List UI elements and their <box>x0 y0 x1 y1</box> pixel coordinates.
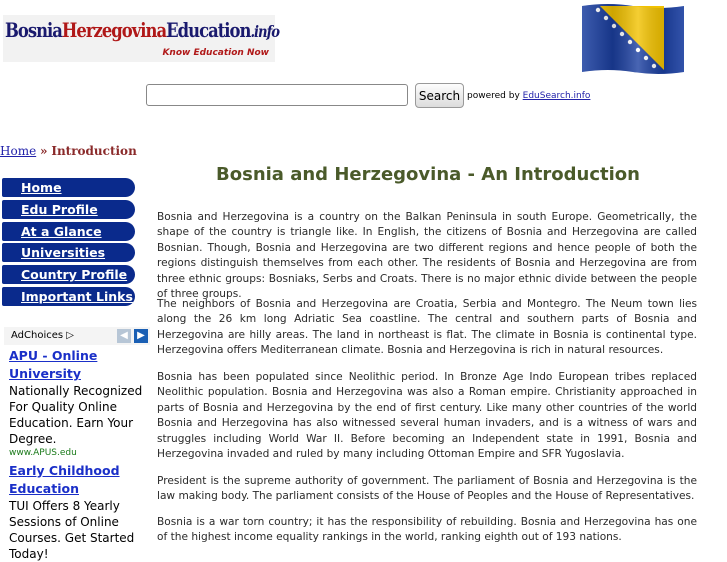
ad-text: TUI Offers 8 Yearly Sessions of Online Courses. Get Started Today! <box>9 499 135 561</box>
site-logo[interactable] <box>3 15 280 62</box>
breadcrumb <box>0 144 137 158</box>
ad-item <box>4 462 150 562</box>
adchoices-link[interactable] <box>11 330 74 341</box>
paragraph: Bosnia and Herzegovina is a country on the Balkan Peninsula in south Europe. Geometrically, the shape of the country is triangle like. In English, the citizens of Bosnia and Herzegovina are called Bosnian. Though, Bosnia and Herzegovina are two different regions and hence people of both the regions distinguish themselves from each other. The residents of Bosnia and Herzegovina are from three ethnic groups: Bosniaks, Serbs and Croats. There is no major ethnic divide between the people of three groups. <box>157 211 697 301</box>
ad-title-link[interactable]: Early Childhood Education <box>9 463 120 496</box>
breadcrumb-separator: » <box>40 144 48 158</box>
ad-block <box>4 327 150 561</box>
paragraph: Bosnia has been populated since Neolithic period. In Bronze Age Indo European tribes replaced Neolithic population. Bosnia and Herzegovina was also a Roman empire. Christianity approached in parts of Bosnia and Herzegovina by the end of first century. Like many other countries of the world Bosnia and Herzegovina has also witnessed several human invaders, and is a witness of wars and struggles including World War II. Before becoming an Independent state in 1991, Bosnia and Herzegovina invaded and ruled by many including Ottoman Empire and SFR Yugoslavia. <box>157 371 697 461</box>
nav-item-at-a-glance[interactable]: At a Glance <box>2 222 135 241</box>
ad-next-icon[interactable]: ▶ <box>134 329 148 343</box>
powered-by-label: powered by <box>467 91 520 101</box>
paragraph: President is the supreme authority of government. The parliament of Bosnia and Herzegovina is the law making body. The parliament consists of the House of Peoples and the House of Representatives. <box>157 475 697 503</box>
search-button[interactable]: Search <box>415 83 464 108</box>
search-input[interactable] <box>146 84 408 106</box>
ad-url[interactable]: www.APUS.edu <box>9 448 77 458</box>
logo-wordmark <box>5 18 279 42</box>
nav-item-universities[interactable]: Universities <box>2 243 135 262</box>
sidebar-nav <box>2 178 135 309</box>
ad-header <box>4 327 150 345</box>
logo-part-info: .info <box>250 22 280 41</box>
logo-tagline: Know Education Now <box>162 48 269 58</box>
breadcrumb-home-link[interactable]: Home <box>0 144 37 158</box>
nav-item-edu-profile[interactable]: Edu Profile <box>2 200 135 219</box>
ad-text: Nationally Recognized For Quality Online Education. Earn Your Degree. <box>9 384 143 446</box>
edusearch-link[interactable]: EduSearch.info <box>522 91 591 101</box>
logo-part-education: Education <box>166 18 251 42</box>
breadcrumb-current: Introduction <box>51 144 137 158</box>
adchoices-icon: ▷ <box>66 330 74 341</box>
adchoices-label: AdChoices <box>11 330 64 341</box>
bosnia-flag-icon <box>578 2 688 76</box>
main-content <box>157 163 697 544</box>
logo-part-bosnia: Bosnia <box>5 18 62 42</box>
ad-title-link[interactable]: APU - Online University <box>9 348 98 381</box>
powered-by <box>467 91 590 101</box>
ad-item <box>4 347 150 460</box>
nav-item-home[interactable]: Home <box>2 178 135 197</box>
logo-part-herzegovina: Herzegovina <box>61 18 167 42</box>
paragraph: The neighbors of Bosnia and Herzegovina are Croatia, Serbia and Montegro. The Neum town lies along the 26 km long Adriatic Sea coastline. The central and southern parts of Bosnia and Herzegovina are hilly areas. The land in northeast is flat. The climate in Bosnia is continental type. Herzegovina offers Mediterranean climate. Bosnia and Herzegovina is rich in natural resources. <box>157 298 697 357</box>
page-title: Bosnia and Herzegovina - An Introduction <box>216 164 640 185</box>
ad-prev-icon[interactable]: ◀ <box>117 329 131 343</box>
paragraph: Bosnia is a war torn country; it has the responsibility of rebuilding. Bosnia and Herzegovina has one of the highest income equality rankings in the world, ranking eighth out of 193 nations. <box>157 516 697 544</box>
nav-item-important-links[interactable]: Important Links <box>2 287 135 306</box>
nav-item-country-profile[interactable]: Country Profile <box>2 265 135 284</box>
